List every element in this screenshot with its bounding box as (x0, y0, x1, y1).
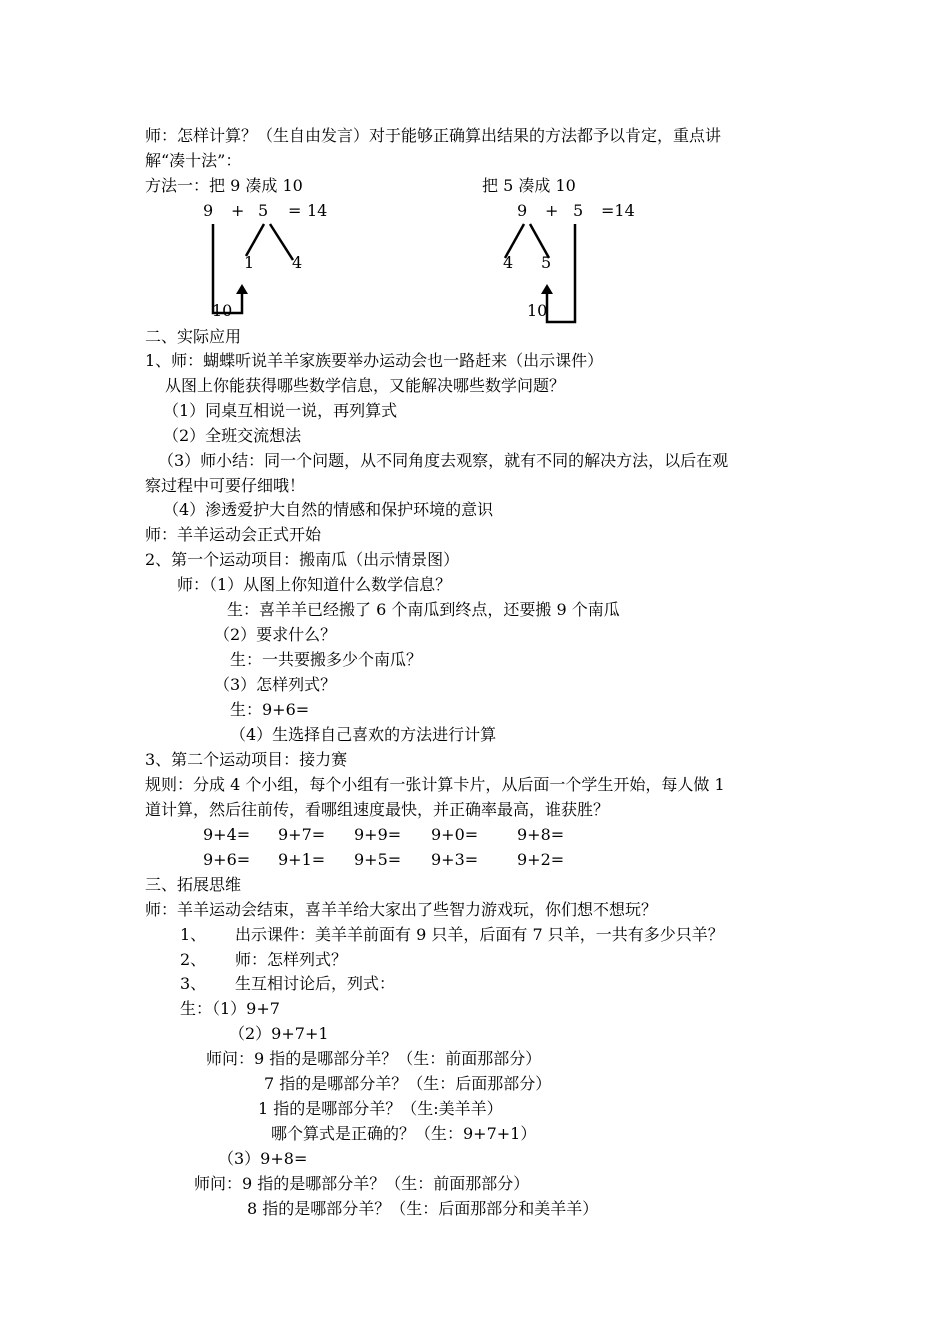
diagram1-equals: = (288, 201, 302, 220)
paragraph-line: 解“凑十法”： (145, 151, 242, 170)
list-number: 3、 (180, 974, 207, 993)
paragraph-line: 道计算，然后往前传，看哪组速度最快，并正确率最高，谁获胜？ (145, 800, 610, 819)
card-expression: 9+7= (278, 825, 326, 844)
paragraph-line: 察过程中可要仔细哦！ (145, 476, 306, 495)
card-expression: 9+9= (354, 825, 402, 844)
diagram2-arrow-head (541, 284, 553, 294)
card-expression: 9+0= (431, 825, 479, 844)
dialogue-line: 8 指的是哪部分羊？（生：后面那部分和美羊羊） (247, 1199, 599, 1218)
diagram2-part-4: 4 (503, 253, 514, 272)
dialogue-line: 7 指的是哪部分羊？（生：后面那部分） (264, 1074, 552, 1093)
list-number: 1、 (180, 925, 207, 944)
card-expression: 9+3= (431, 850, 479, 869)
card-expression: 9+2= (517, 850, 565, 869)
paragraph-line: 规则：分成 4 个小组，每个小组有一张计算卡片，从后面一个学生开始，每人做 1 (145, 775, 725, 794)
diagram1-plus: + (231, 201, 245, 220)
dialogue-line: （2）要求什么？ (214, 625, 337, 644)
paragraph-line: 师：羊羊运动会正式开始 (145, 525, 322, 544)
paragraph-line: 2、第一个运动项目：搬南瓜（出示情景图） (145, 550, 460, 569)
dialogue-line: 生：喜羊羊已经搬了 6 个南瓜到终点，还要搬 9 个南瓜 (227, 600, 620, 619)
card-expression: 9+8= (517, 825, 565, 844)
list-item: （3）师小结：同一个问题，从不同角度去观察，就有不同的解决方法，以后在观 (158, 451, 729, 470)
diagram2-addend-5: 5 (573, 201, 584, 220)
dialogue-line: （3）9+8= (218, 1149, 308, 1168)
diagram2-ten: 10 (527, 301, 548, 320)
dialogue-line: 生：（1）9+7 (180, 999, 280, 1018)
dialogue-line: 师问：9 指的是哪部分羊？（生：前面那部分） (206, 1049, 542, 1068)
card-expression: 9+4= (203, 825, 251, 844)
paragraph-line: 师：羊羊运动会结束，喜羊羊给大家出了些智力游戏玩，你们想不想玩？ (145, 900, 658, 919)
list-item: 生互相讨论后，列式： (235, 974, 396, 993)
list-number: 2、 (180, 950, 207, 969)
diagram1-ten: 10 (212, 301, 233, 320)
list-item: 出示课件：美羊羊前面有 9 只羊，后面有 7 只羊，一共有多少只羊？ (235, 925, 724, 944)
diagram2-lines (0, 0, 950, 400)
paragraph-line: 1、师：蝴蝶听说羊羊家族要举办运动会也一路赶来（出示课件） (145, 351, 604, 370)
card-expression: 9+6= (203, 850, 251, 869)
dialogue-line: （2）9+7+1 (229, 1024, 329, 1043)
diagram2-equals-result: =14 (601, 201, 635, 220)
diagram2-bracket (547, 224, 575, 322)
dialogue-line: 1 指的是哪部分羊？（生:美羊羊） (258, 1099, 503, 1118)
dialogue-line: 哪个算式是正确的？（生：9+7+1） (271, 1124, 537, 1143)
section-heading: 三、拓展思维 (145, 875, 242, 894)
method-one-heading: 方法一：把 9 凑成 10 (145, 176, 303, 195)
diagram1-part-1: 1 (244, 253, 255, 272)
paragraph-line: 3、第二个运动项目：接力赛 (145, 750, 348, 769)
dialogue-line: 师问：9 指的是哪部分羊？（生：前面那部分） (194, 1174, 530, 1193)
diagram2-part-5: 5 (541, 253, 552, 272)
dialogue-line: （4）生选择自己喜欢的方法进行计算 (230, 725, 497, 744)
dialogue-line: 生：一共要搬多少个南瓜？ (230, 650, 423, 669)
diagram1-part-4: 4 (292, 253, 303, 272)
list-item: （1）同桌互相说一说，再列算式 (163, 401, 398, 420)
diagram2-plus: + (545, 201, 559, 220)
diagram1-addend-9: 9 (203, 201, 214, 220)
diagram2-addend-9: 9 (517, 201, 528, 220)
section-heading: 二、实际应用 (145, 327, 242, 346)
diagram2-split-left (505, 224, 524, 258)
diagram1-addend-5: 5 (258, 201, 269, 220)
method-two-heading: 把 5 凑成 10 (482, 176, 576, 195)
paragraph-line: 从图上你能获得哪些数学信息，又能解决哪些数学问题？ (165, 376, 566, 395)
diagram2-split-right (530, 224, 549, 258)
dialogue-line: 生：9+6= (230, 700, 310, 719)
paragraph-line: 师：怎样计算？（生自由发言）对于能够正确算出结果的方法都予以肯定，重点讲 (145, 126, 722, 145)
list-item: （4）渗透爱护大自然的情感和保护环境的意识 (163, 500, 494, 519)
card-expression: 9+5= (354, 850, 402, 869)
card-expression: 9+1= (278, 850, 326, 869)
dialogue-line: （3）怎样列式？ (214, 675, 337, 694)
list-item: 师：怎样列式？ (235, 950, 348, 969)
diagram1-result: 14 (307, 201, 328, 220)
list-item: （2）全班交流想法 (163, 426, 302, 445)
dialogue-line: 师：（1）从图上你知道什么数学信息？ (177, 575, 452, 594)
